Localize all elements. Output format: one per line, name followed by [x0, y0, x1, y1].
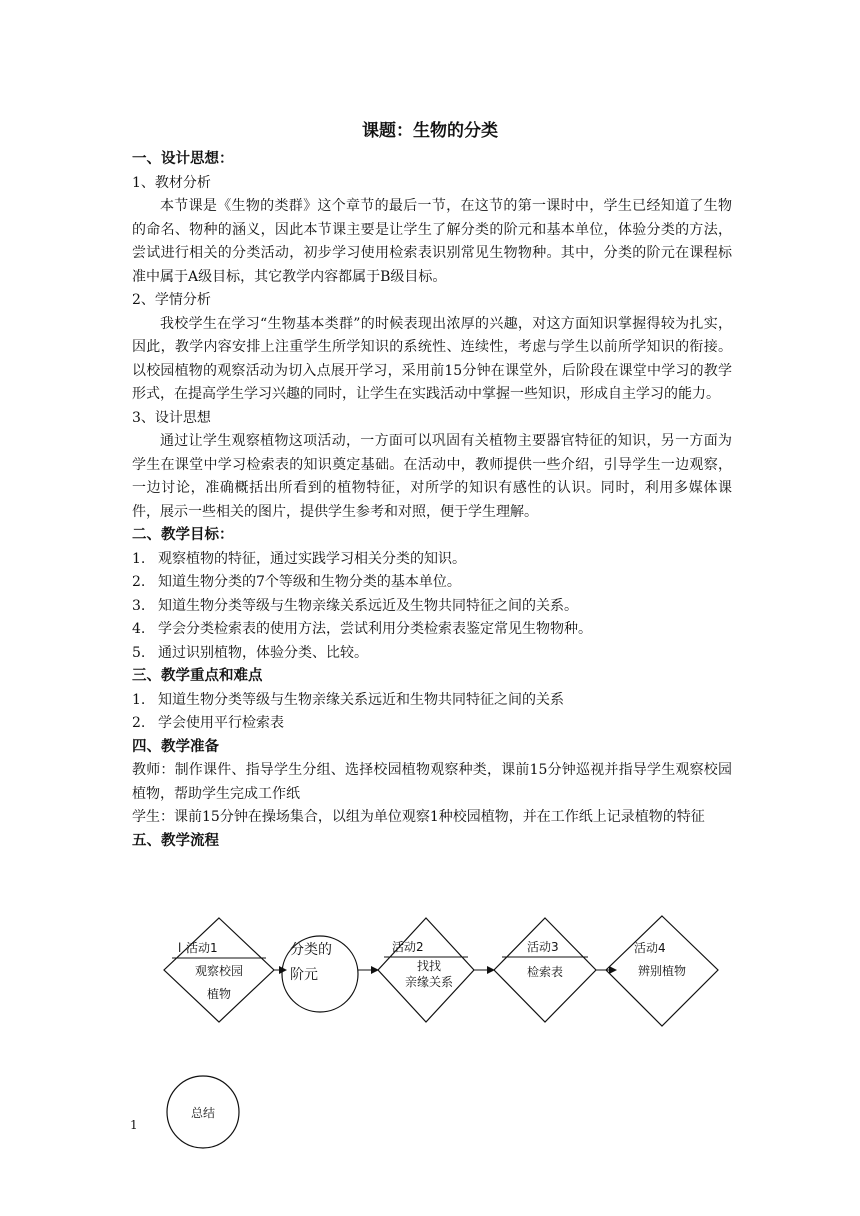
subheading-students: 2、学情分析 — [132, 292, 211, 308]
list-item — [132, 689, 732, 713]
list-text: 知道生物分类等级与生物亲缘关系远近和生物共同特征之间的关系 — [158, 691, 564, 708]
list-text: 学会使用平行检索表 — [158, 715, 284, 731]
subheading-idea: 3、设计思想 — [132, 409, 211, 426]
section-heading-preparation: 四、教学准备 — [132, 738, 219, 755]
list-text: 观察植物的特征，通过实践学习相关分类的知识。 — [158, 550, 466, 567]
list-number: 2. — [132, 574, 146, 590]
section-heading-flow: 五、教学流程 — [132, 832, 219, 849]
node-tag: 活动4 — [634, 941, 666, 955]
node-label: 阶元 — [290, 967, 318, 983]
list-item — [132, 712, 732, 736]
node-label: 观察校园 — [194, 964, 244, 978]
list-item — [132, 618, 732, 642]
node-label: 总结 — [190, 1106, 216, 1120]
list-item — [132, 595, 732, 619]
flow-node-activity-4 — [606, 916, 718, 1026]
document-body — [132, 148, 732, 853]
list-number: 3. — [132, 597, 146, 614]
flow-node-classification-levels — [282, 936, 358, 1012]
paragraph-student-prep: 学生：课前15分钟在操场集合，以组为单位观察1种校园植物，并在工作纸上记录植物的特征 — [132, 809, 705, 825]
list-number: 4. — [132, 621, 146, 637]
node-tag: 活动2 — [392, 940, 424, 954]
section-heading-design: 一、设计思想： — [132, 151, 234, 167]
flow-node-summary — [167, 1076, 239, 1148]
list-item — [132, 548, 732, 572]
flow-node-activity-1 — [164, 918, 274, 1022]
flow-node-activity-3 — [494, 918, 596, 1022]
node-label: 植物 — [206, 987, 232, 1001]
list-item — [132, 571, 732, 595]
paragraph-teacher-prep: 教师：制作课件、指导学生分组、选择校园植物观察种类，课前15分钟巡视并指导学生观察校园植物，帮助学生完成工作纸 — [132, 762, 732, 802]
flow-node-activity-2 — [378, 918, 474, 1022]
paragraph-material: 本节课是《生物的类群》这个章节的最后一节，在这节的第一课时中，学生已经知道了生物的命名、物种的涵义，因此本节课主要是让学生了解分类的阶元和基本单位，体验分类的方法，尝试进行相关的分类活动，初步学习使用检索表识别常见生物物种。其中，分类的阶元在课程标准中属于A级目标，其它教学内容都属于B级目标。 — [132, 198, 732, 285]
node-tag: 活动3 — [527, 940, 559, 954]
node-label: 亲缘关系 — [404, 975, 454, 989]
page-number: 1 — [130, 1118, 138, 1132]
subheading-material: 1、教材分析 — [132, 174, 211, 191]
list-text: 学会分类检索表的使用方法，尝试利用分类检索表鉴定常见生物物种。 — [158, 621, 592, 637]
node-tag: 活动1 — [186, 941, 218, 955]
node-label: 找找 — [416, 959, 442, 973]
list-text: 知道生物分类等级与生物亲缘关系远近及生物共同特征之间的关系。 — [158, 597, 578, 614]
list-number: 1. — [132, 550, 146, 567]
paragraph-idea: 通过让学生观察植物这项活动，一方面可以巩固有关植物主要器官特征的知识，另一方面为学生在课堂中学习检索表的知识奠定基础。在活动中，教师提供一些介绍，引导学生一边观察，一边讨论，准确概括出所看到的植物特征，对所学的知识有感性的认识。同时，利用多媒体课件，展示一些相关的图片，提供学生参考和对照，便于学生理解。 — [132, 433, 732, 520]
list-number: 1. — [132, 691, 146, 708]
node-label: 检索表 — [526, 965, 564, 979]
list-item — [132, 642, 732, 666]
list-number: 5. — [132, 644, 146, 661]
list-number: 2. — [132, 715, 146, 731]
node-label: 辨别植物 — [637, 964, 687, 978]
section-heading-goals: 二、教学目标： — [132, 527, 234, 543]
stray-mark: l — [178, 941, 182, 955]
page-title: 课题：生物的分类 — [362, 121, 498, 141]
list-text: 知道生物分类的7个等级和生物分类的基本单位。 — [158, 574, 461, 590]
paragraph-students: 我校学生在学习“生物基本类群”的时候表现出浓厚的兴趣，对这方面知识掌握得较为扎实，因此，教学内容安排上注重学生所学知识的系统性、连续性，考虑与学生以前所学知识的衔接。以校园植物的观察活动为切入点展开学习，采用前15分钟在课堂外，后阶段在课堂中学习的教学形式，在提高学生学习兴趣的同时，让学生在实践活动中掌握一些知识，形成自主学习的能力。 — [132, 315, 732, 402]
list-text: 通过识别植物，体验分类、比较。 — [158, 644, 368, 661]
section-heading-key-points: 三、教学重点和难点 — [132, 668, 263, 684]
node-label: 分类的 — [290, 942, 332, 958]
